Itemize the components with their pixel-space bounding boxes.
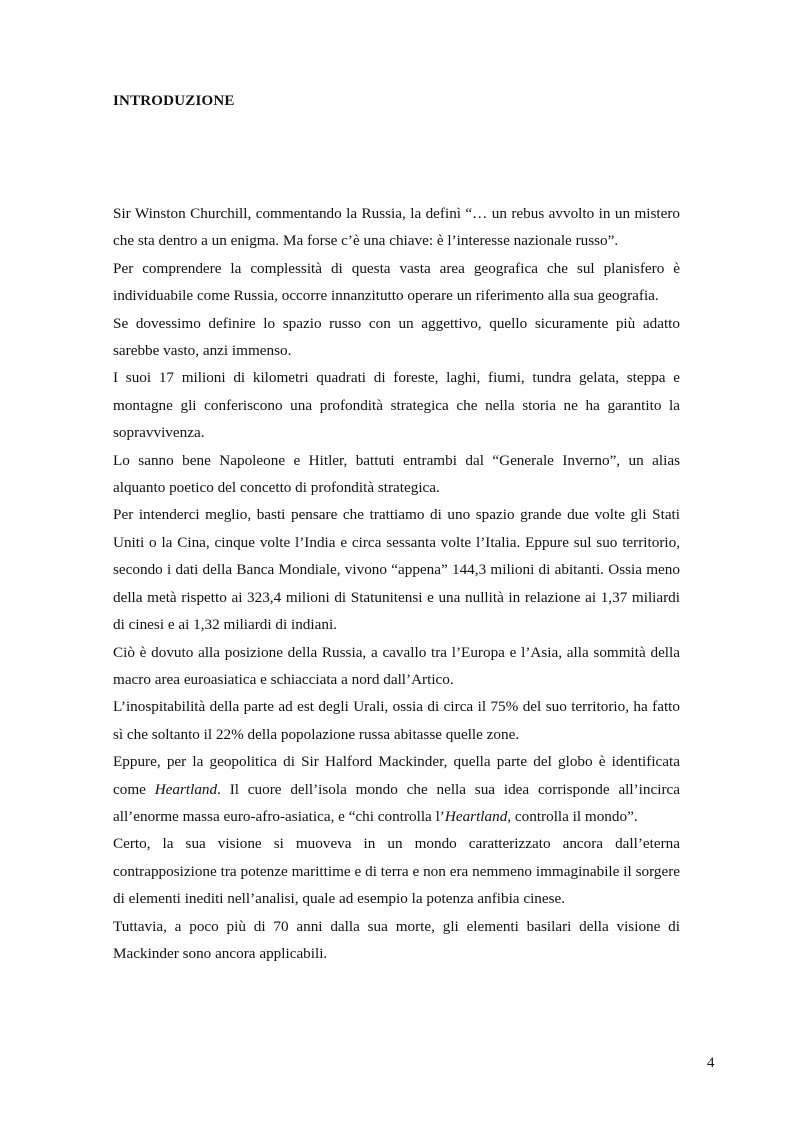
paragraph-general-winter: Lo sanno bene Napoleone e Hitler, battuti entrambi dal “Generale Inverno”, un alias alquanto poetico del concetto di profondità strategica.: [113, 451, 680, 497]
paragraph-geography-intro: Per comprendere la complessità di questa vasta area geografica che sul planisfero è individuabile come Russia, occorre innanzitutto operare un riferimento alla sua geografia.: [113, 259, 680, 305]
paragraph-vast-space: Se dovessimo definire lo spazio russo con un aggettivo, quello sicuramente più adatto sarebbe vasto, anzi immenso.: [113, 314, 680, 360]
paragraph-land-sea-powers: Certo, la sua visione si muoveva in un mondo caratterizzato ancora dall’eterna contrapposizione tra potenze marittime e di terra e non era nemmeno immaginabile il sorgere di elementi inediti nell’analisi, quale ad esempio la potenza anfibia cinese.: [113, 835, 680, 908]
paragraph-mackinder-legacy: Tuttavia, a poco più di 70 anni dalla sua morte, gli elementi basilari della visione di Mackinder sono ancora applicabili.: [113, 917, 680, 962]
chapter-heading: INTRODUZIONE: [113, 93, 235, 109]
paragraph-urals: L’inospitabilità della parte ad est degli Urali, ossia di circa il 75% del suo territorio, ha fatto sì che soltanto il 22% della popolazione russa abitasse quelle zone.: [113, 698, 680, 743]
paragraph-position: Ciò è dovuto alla posizione della Russia, a cavallo tra l’Europa e l’Asia, alla sommità della macro area euroasiatica e schiacciata a nord dall’Artico.: [113, 643, 680, 688]
paragraph-churchill-quote: Sir Winston Churchill, commentando la Russia, la definì “… un rebus avvolto in un mistero che sta dentro a un enigma. Ma forse c’è una chiave: è l’interesse nazionale russo”.: [113, 205, 680, 250]
paragraph-population-comparison: Per intenderci meglio, basti pensare che trattiamo di uno spazio grande due volte gli Stati Uniti o la Cina, cinque volte l’India e circa sessanta volte l’Italia. Eppure sul suo territorio, secondo i dati della Banca Mondiale, vivono “appena” 144,3 milioni di abitanti. Ossia meno della metà rispetto ai 323,4 milioni di Statunitensi e una nullità in relazione ai 1,37 miliardi di cinesi e ai 1,32 miliardi di indiani.: [113, 506, 680, 634]
page-number: 4: [707, 1055, 715, 1071]
body-text: [113, 200, 680, 967]
paragraph-mackinder-heartland: Eppure, per la geopolitica di Sir Halford Mackinder, quella parte del globo è identificata come Heartland. Il cuore dell’isola mondo che nella sua idea corrisponde all’incirca all’enorme massa euro-afro-asiatica, e “chi controlla l’Heartland, controlla il mondo”.: [113, 753, 680, 825]
paragraph-strategic-depth: I suoi 17 milioni di kilometri quadrati di foreste, laghi, fiumi, tundra gelata, steppa e montagne gli conferiscono una profondità strategica che nella storia ne ha garantito la sopravvivenza.: [113, 369, 680, 442]
